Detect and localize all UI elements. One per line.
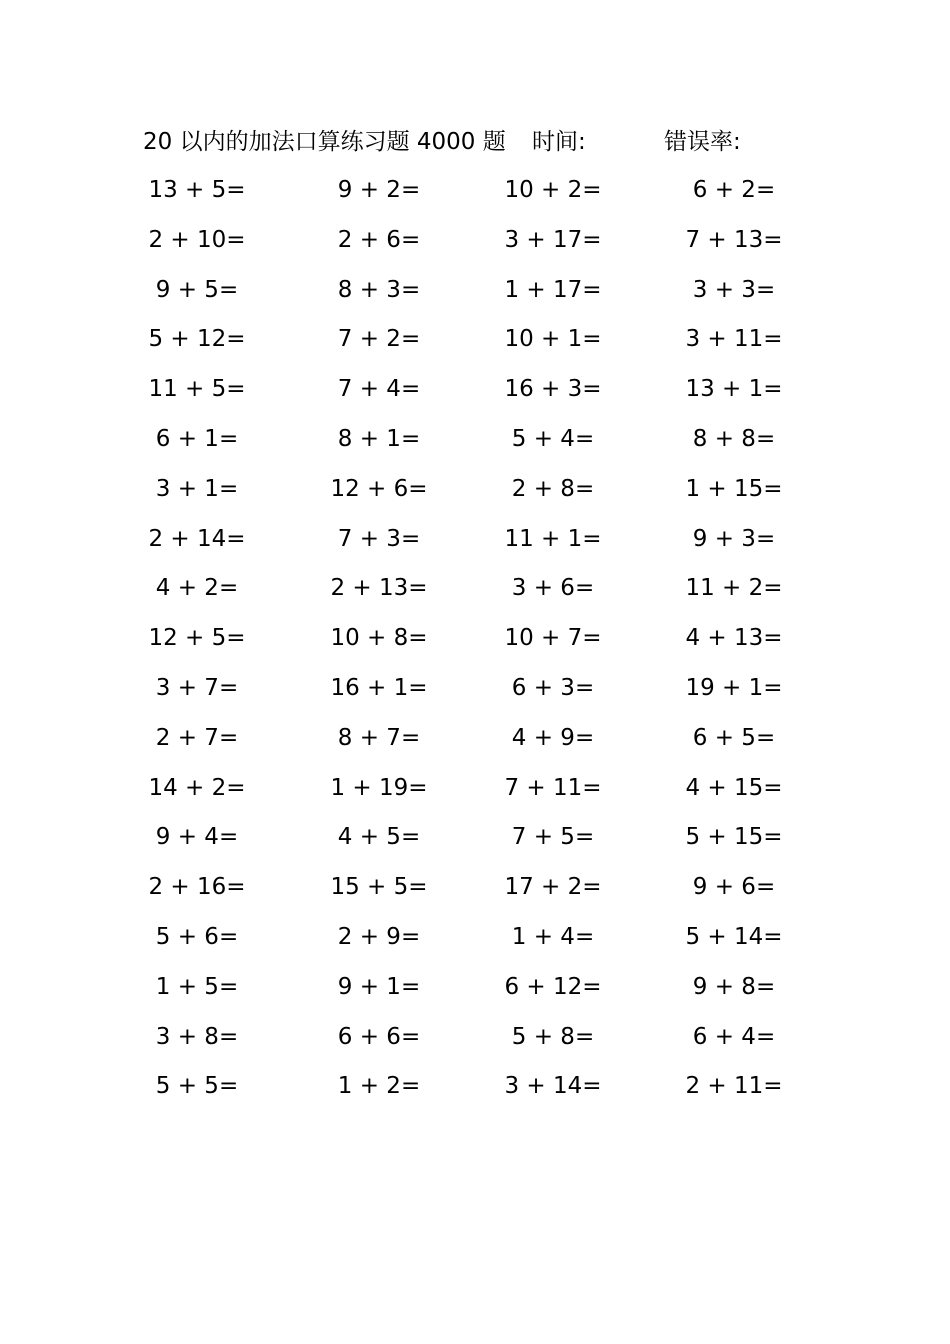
worksheet-header bbox=[0, 124, 950, 160]
addition-problem: 3 + 6= bbox=[511, 575, 595, 602]
problem-row bbox=[0, 614, 950, 664]
problem-row bbox=[0, 1062, 950, 1112]
addition-problem: 1 + 4= bbox=[511, 923, 595, 950]
problem-row bbox=[0, 166, 950, 216]
addition-problem: 1 + 19= bbox=[330, 774, 428, 801]
addition-problem: 7 + 2= bbox=[337, 326, 421, 353]
problem-row bbox=[0, 216, 950, 266]
addition-problem: 9 + 2= bbox=[337, 177, 421, 203]
addition-problem: 8 + 1= bbox=[337, 425, 421, 452]
addition-problem: 9 + 6= bbox=[692, 874, 776, 901]
problem-row bbox=[0, 863, 950, 913]
addition-problem: 2 + 16= bbox=[148, 874, 246, 901]
addition-problem: 6 + 4= bbox=[692, 1023, 776, 1050]
addition-problem: 4 + 15= bbox=[685, 774, 783, 801]
problem-row bbox=[0, 963, 950, 1013]
addition-problem: 12 + 6= bbox=[330, 475, 428, 502]
addition-problem: 3 + 1= bbox=[155, 475, 239, 502]
problem-row bbox=[0, 315, 950, 365]
addition-problem: 10 + 2= bbox=[504, 177, 602, 203]
addition-problem: 3 + 11= bbox=[685, 326, 783, 353]
addition-problem: 10 + 8= bbox=[330, 625, 428, 652]
addition-problem: 12 + 5= bbox=[148, 625, 246, 652]
addition-problem: 4 + 2= bbox=[155, 575, 239, 602]
problem-row bbox=[0, 813, 950, 863]
addition-problem: 9 + 4= bbox=[155, 824, 239, 851]
addition-problem: 3 + 17= bbox=[504, 226, 602, 253]
addition-problem: 6 + 3= bbox=[511, 674, 595, 701]
addition-problem: 3 + 14= bbox=[504, 1073, 602, 1100]
addition-problem: 2 + 9= bbox=[337, 923, 421, 950]
worksheet-title: 20 以内的加法口算练习题 4000 题 bbox=[143, 129, 506, 155]
addition-problem: 7 + 11= bbox=[504, 774, 602, 801]
addition-problem: 5 + 4= bbox=[511, 425, 595, 452]
addition-problem: 17 + 2= bbox=[504, 874, 602, 901]
addition-problem: 1 + 2= bbox=[337, 1073, 421, 1100]
addition-problem: 19 + 1= bbox=[685, 674, 783, 701]
addition-problem: 6 + 6= bbox=[337, 1023, 421, 1050]
addition-problem: 9 + 8= bbox=[692, 973, 776, 1000]
addition-problem: 6 + 1= bbox=[155, 425, 239, 452]
problem-row bbox=[0, 1013, 950, 1063]
addition-problem: 3 + 7= bbox=[155, 674, 239, 701]
addition-problem: 5 + 14= bbox=[685, 923, 783, 950]
addition-problem: 3 + 3= bbox=[692, 276, 776, 303]
addition-problem: 2 + 8= bbox=[511, 475, 595, 502]
problem-row bbox=[0, 465, 950, 515]
addition-problem: 1 + 5= bbox=[155, 973, 239, 1000]
problem-row bbox=[0, 564, 950, 614]
addition-problem: 15 + 5= bbox=[330, 874, 428, 901]
addition-problem: 11 + 1= bbox=[504, 525, 602, 552]
problem-row bbox=[0, 764, 950, 814]
addition-problem: 3 + 8= bbox=[155, 1023, 239, 1050]
addition-problem: 7 + 5= bbox=[511, 824, 595, 851]
addition-problem: 5 + 5= bbox=[155, 1073, 239, 1100]
addition-problem: 4 + 13= bbox=[685, 625, 783, 652]
addition-problem: 10 + 7= bbox=[504, 625, 602, 652]
addition-problem: 8 + 3= bbox=[337, 276, 421, 303]
addition-problem: 2 + 7= bbox=[155, 724, 239, 751]
time-label: 时间: bbox=[532, 129, 586, 155]
addition-problem: 2 + 14= bbox=[148, 525, 246, 552]
addition-problem: 6 + 12= bbox=[504, 973, 602, 1000]
addition-problem: 4 + 5= bbox=[337, 824, 421, 851]
addition-problem: 6 + 5= bbox=[692, 724, 776, 751]
addition-problem: 6 + 2= bbox=[692, 177, 776, 203]
addition-problem: 2 + 10= bbox=[148, 226, 246, 253]
problem-row bbox=[0, 515, 950, 565]
addition-problem: 13 + 1= bbox=[685, 376, 783, 403]
addition-problem: 2 + 11= bbox=[685, 1073, 783, 1100]
addition-problem: 5 + 15= bbox=[685, 824, 783, 851]
addition-problem: 4 + 9= bbox=[511, 724, 595, 751]
problem-grid bbox=[0, 166, 950, 1112]
addition-problem: 7 + 13= bbox=[685, 226, 783, 253]
addition-problem: 13 + 5= bbox=[148, 177, 246, 203]
addition-problem: 11 + 2= bbox=[685, 575, 783, 602]
addition-problem: 8 + 7= bbox=[337, 724, 421, 751]
addition-problem: 9 + 5= bbox=[155, 276, 239, 303]
problem-row bbox=[0, 664, 950, 714]
error-rate-label: 错误率: bbox=[664, 129, 741, 155]
addition-problem: 5 + 6= bbox=[155, 923, 239, 950]
addition-problem: 5 + 12= bbox=[148, 326, 246, 353]
addition-problem: 16 + 1= bbox=[330, 674, 428, 701]
addition-problem: 1 + 15= bbox=[685, 475, 783, 502]
addition-problem: 16 + 3= bbox=[504, 376, 602, 403]
problem-row bbox=[0, 365, 950, 415]
addition-problem: 14 + 2= bbox=[148, 774, 246, 801]
addition-problem: 7 + 3= bbox=[337, 525, 421, 552]
addition-problem: 11 + 5= bbox=[148, 376, 246, 403]
addition-problem: 9 + 1= bbox=[337, 973, 421, 1000]
problem-row bbox=[0, 266, 950, 316]
addition-problem: 10 + 1= bbox=[504, 326, 602, 353]
addition-problem: 7 + 4= bbox=[337, 376, 421, 403]
problem-row bbox=[0, 415, 950, 465]
addition-problem: 2 + 6= bbox=[337, 226, 421, 253]
addition-problem: 9 + 3= bbox=[692, 525, 776, 552]
addition-problem: 8 + 8= bbox=[692, 425, 776, 452]
problem-row bbox=[0, 913, 950, 963]
addition-problem: 1 + 17= bbox=[504, 276, 602, 303]
addition-problem: 2 + 13= bbox=[330, 575, 428, 602]
problem-row bbox=[0, 714, 950, 764]
addition-problem: 5 + 8= bbox=[511, 1023, 595, 1050]
